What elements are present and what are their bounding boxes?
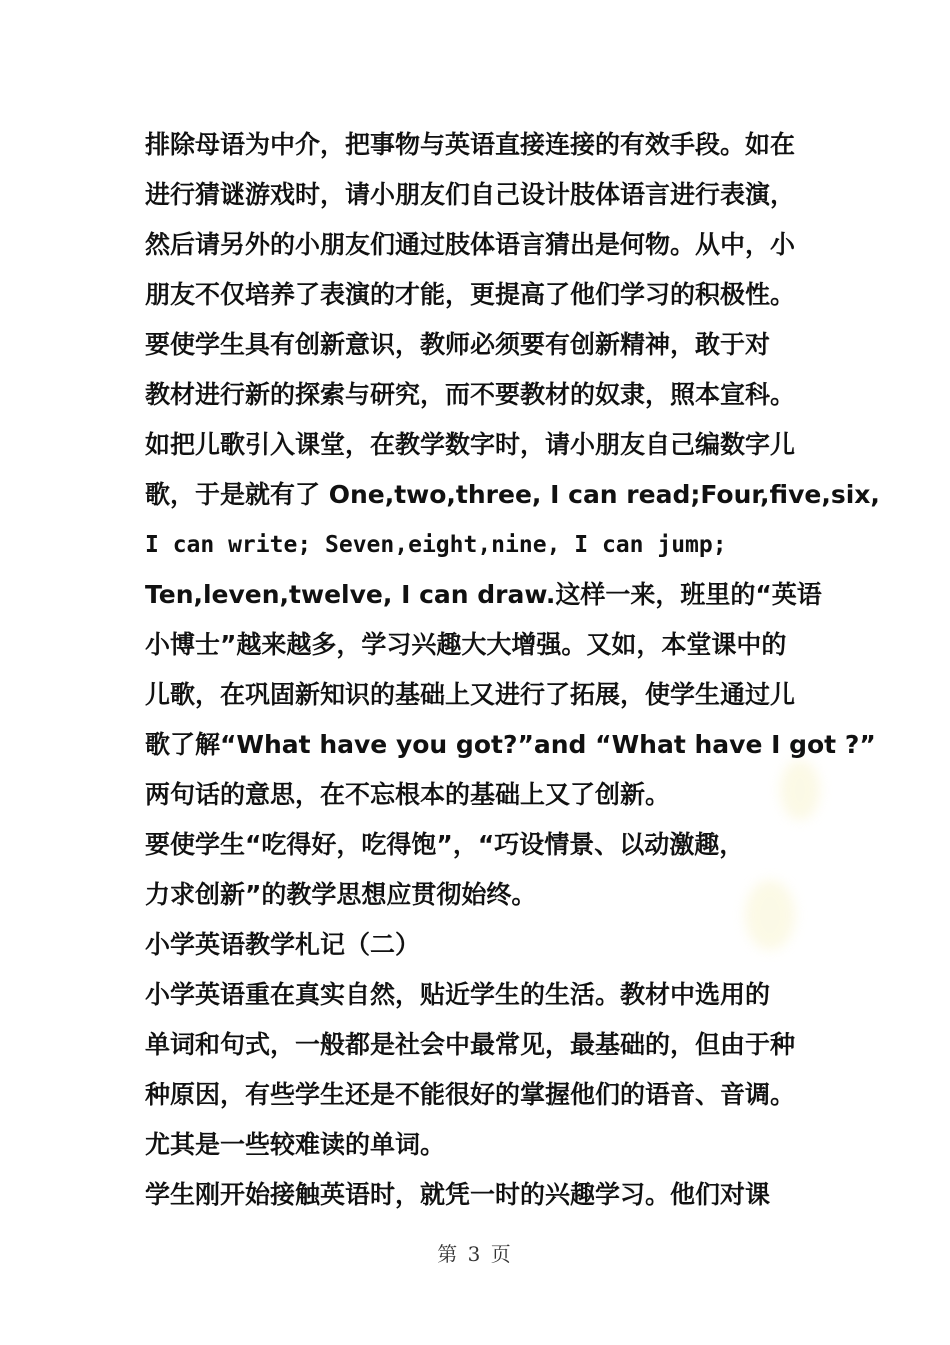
text-line: 单词和句式，一般都是社会中最常见，最基础的，但由于种 xyxy=(145,1030,796,1059)
text-line: 学生刚开始接触英语时，就凭一时的兴趣学习。他们对课 xyxy=(145,1180,771,1209)
page-number: 第 3 页 xyxy=(437,1242,513,1266)
text-line: 歌，于是就有了 One,two,three, I can read;Four,five,six, xyxy=(145,480,880,509)
section-heading: 小学英语教学札记（二） xyxy=(145,930,421,959)
text-line: 小博士”越来越多，学习兴趣大大增强。又如，本堂课中的 xyxy=(145,630,787,659)
text-line: 教材进行新的探索与研究，而不要教材的奴隶，照本宣科。 xyxy=(145,380,796,409)
text-line: 尤其是一些较难读的单词。 xyxy=(145,1130,446,1159)
text-line: 然后请另外的小朋友们通过肢体语言猜出是何物。从中，小 xyxy=(145,230,796,259)
text-line: 两句话的意思，在不忘根本的基础上又了创新。 xyxy=(145,780,671,809)
text-line: 要使学生“吃得好，吃得饱”，“巧设情景、以动激趣， xyxy=(145,830,745,859)
text-line: 要使学生具有创新意识，教师必须要有创新精神，敢于对 xyxy=(145,330,771,359)
text-line: 朋友不仅培养了表演的才能，更提高了他们学习的积极性。 xyxy=(145,280,796,309)
text-line: 如把儿歌引入课堂，在教学数字时，请小朋友自己编数字儿 xyxy=(145,430,796,459)
text-line: 小学英语重在真实自然，贴近学生的生活。教材中选用的 xyxy=(145,980,771,1009)
text-line: Ten,leven,twelve, I can draw.这样一来，班里的“英语 xyxy=(145,580,822,609)
body-text xyxy=(145,120,880,1220)
text-line: 种原因，有些学生还是不能很好的掌握他们的语音、音调。 xyxy=(145,1080,796,1109)
text-line: 力求创新”的教学思想应贯彻始终。 xyxy=(145,880,537,909)
text-line: 歌了解“What have you got?”and “What have I got ?” xyxy=(145,730,876,759)
text-line: 进行猜谜游戏时，请小朋友们自己设计肢体语言进行表演， xyxy=(145,180,796,209)
text-line: 儿歌，在巩固新知识的基础上又进行了拓展，使学生通过儿 xyxy=(145,680,796,709)
text-line: 排除母语为中介，把事物与英语直接连接的有效手段。如在 xyxy=(145,130,796,159)
text-line: I can write; Seven,eight,nine, I can jump; xyxy=(145,532,727,558)
